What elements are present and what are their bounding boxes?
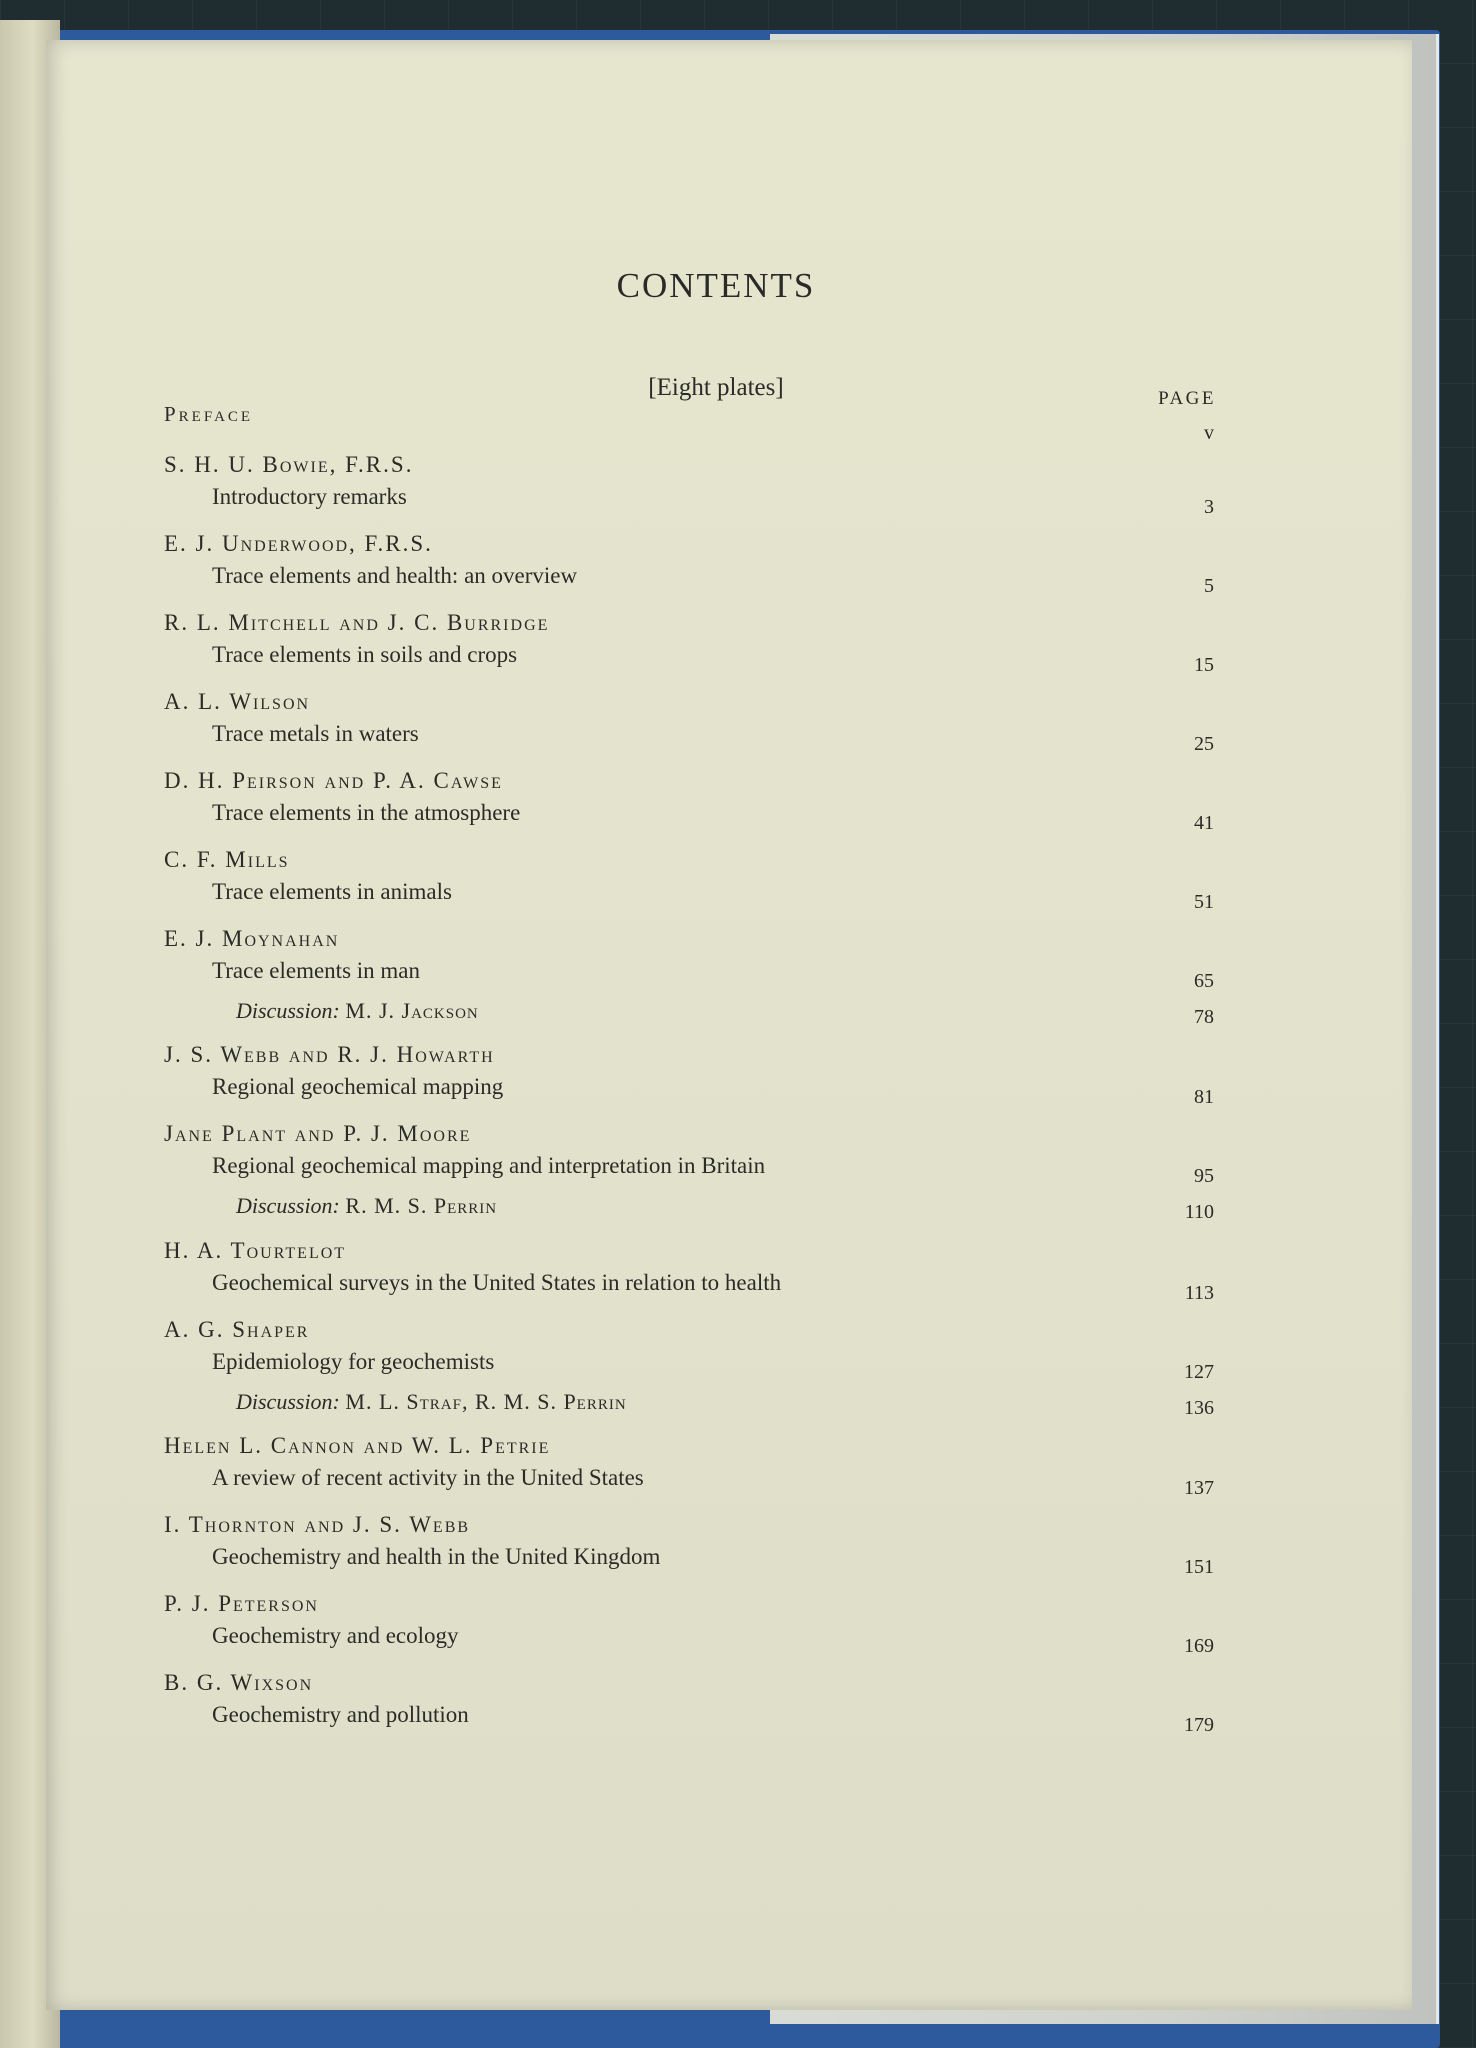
entry-title: Epidemiology for geochemists	[212, 1349, 495, 1374]
entry-title: Regional geochemical mapping and interpretation in Britain	[212, 1153, 766, 1178]
entry-title: Geochemistry and ecology	[212, 1623, 459, 1648]
entry-author: P. J. Peterson	[164, 1591, 319, 1616]
entry-author: E. J. Moynahan	[164, 926, 340, 951]
entry-title: A review of recent activity in the United States	[212, 1465, 644, 1490]
discussion-names: M. J. Jackson	[345, 998, 479, 1023]
entry-title: Geochemistry and pollution	[212, 1702, 469, 1727]
discussion-page-number: 136	[1184, 1397, 1214, 1419]
entry-page-number: 151	[1184, 1556, 1214, 1578]
entry-page-number: 81	[1194, 1086, 1214, 1108]
discussion-line	[236, 1389, 627, 1415]
entry-page-number: 113	[1184, 1282, 1214, 1304]
entry-page-number: 179	[1184, 1714, 1214, 1736]
entry-author: A. G. Shaper	[164, 1317, 310, 1342]
discussion-line	[236, 998, 479, 1024]
entry-author: B. G. Wixson	[164, 1670, 314, 1695]
preface-page-number: v	[1204, 422, 1214, 444]
discussion-label: Discussion:	[236, 1193, 340, 1218]
entry-author: C. F. Mills	[164, 847, 290, 872]
entry-author: D. H. Peirson and P. A. Cawse	[164, 768, 503, 793]
entry-page-number: 169	[1184, 1635, 1214, 1657]
discussion-page-number: 110	[1184, 1201, 1214, 1223]
entry-author: E. J. Underwood, F.R.S.	[164, 531, 433, 556]
entry-title: Geochemistry and health in the United Kingdom	[212, 1544, 661, 1569]
entry-title: Trace elements in man	[212, 958, 421, 983]
entry-author: J. S. Webb and R. J. Howarth	[164, 1042, 495, 1067]
entry-page-number: 137	[1184, 1477, 1214, 1499]
discussion-names: M. L. Straf, R. M. S. Perrin	[345, 1389, 627, 1414]
entry-page-number: 95	[1194, 1165, 1214, 1187]
entry-author: A. L. Wilson	[164, 689, 311, 714]
entry-title: Introductory remarks	[212, 484, 407, 509]
entry-page-number: 127	[1184, 1361, 1214, 1383]
preface-label: Preface	[164, 402, 254, 426]
page-title: CONTENTS	[616, 266, 816, 305]
discussion-names: R. M. S. Perrin	[345, 1193, 498, 1218]
entry-page-number: 51	[1194, 891, 1214, 913]
discussion-label: Discussion:	[236, 998, 340, 1023]
entry-page-number: 5	[1204, 575, 1214, 597]
entry-author: H. A. Tourtelot	[164, 1238, 347, 1263]
entry-author: S. H. U. Bowie, F.R.S.	[164, 452, 414, 477]
entry-title: Trace elements in animals	[212, 879, 452, 904]
entry-title: Trace elements in the atmosphere	[212, 800, 521, 825]
entry-page-number: 65	[1194, 970, 1214, 992]
entry-author: Helen L. Cannon and W. L. Petrie	[164, 1433, 551, 1458]
entry-title: Trace elements and health: an overview	[212, 563, 578, 588]
discussion-page-number: 78	[1194, 1006, 1214, 1028]
page-column-header: PAGE	[1158, 388, 1216, 409]
plates-note: [Eight plates]	[648, 374, 784, 401]
entry-title: Trace metals in waters	[212, 721, 419, 746]
entry-page-number: 41	[1194, 812, 1214, 834]
entry-title: Regional geochemical mapping	[212, 1074, 504, 1099]
entry-author: R. L. Mitchell and J. C. Burridge	[164, 610, 550, 635]
entry-page-number: 3	[1204, 496, 1214, 518]
entry-author: I. Thornton and J. S. Webb	[164, 1512, 471, 1537]
entry-title: Geochemical surveys in the United States in relation to health	[212, 1270, 782, 1295]
contents-page	[46, 40, 1412, 2010]
entry-page-number: 25	[1194, 733, 1214, 755]
entry-title: Trace elements in soils and crops	[212, 642, 518, 667]
entry-author: Jane Plant and P. J. Moore	[164, 1121, 472, 1146]
discussion-label: Discussion:	[236, 1389, 340, 1414]
entry-page-number: 15	[1194, 654, 1214, 676]
discussion-line	[236, 1193, 497, 1219]
